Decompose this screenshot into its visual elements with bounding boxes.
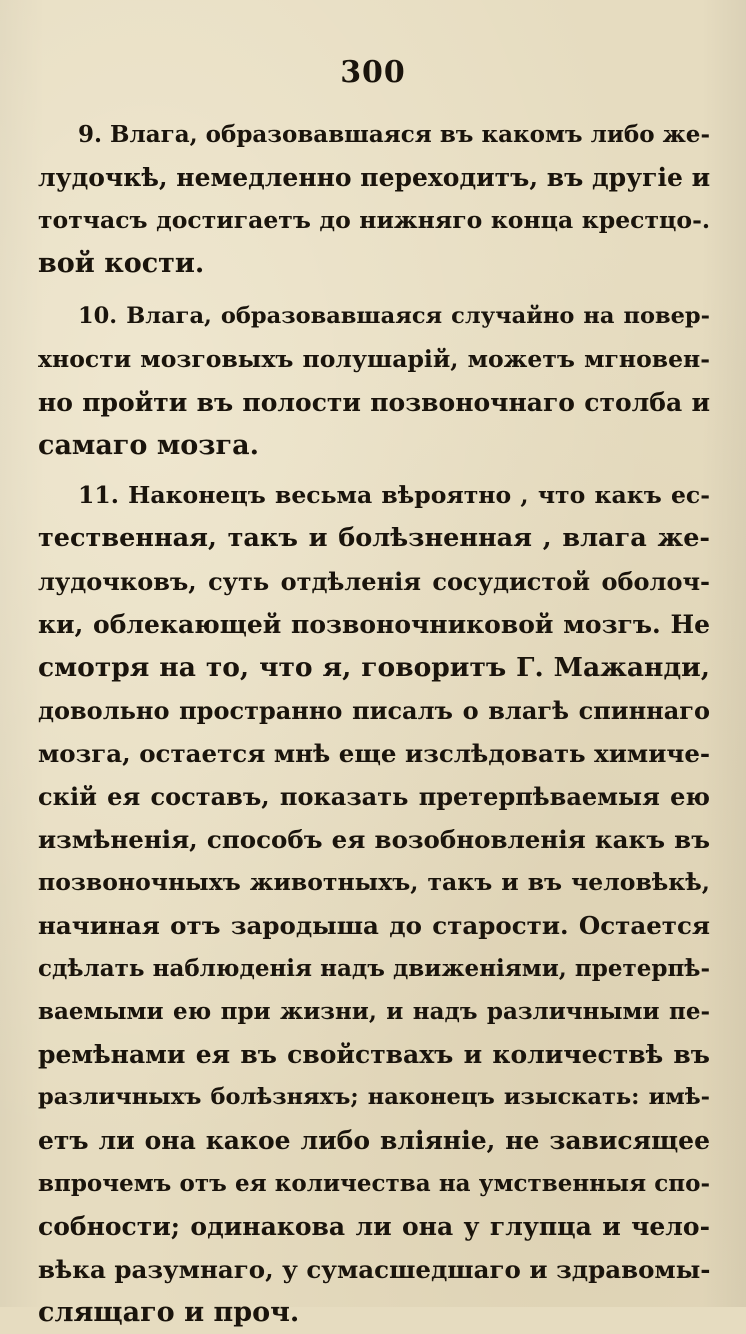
- text-line: но пройти въ полости позвоночнаго столба и: [38, 388, 710, 417]
- text-line: впрочемъ отъ ея количества на умственныя спо-: [38, 1170, 710, 1197]
- text-line: етъ ли она какое либо вліяніе, не зависящее: [38, 1126, 710, 1155]
- text-line: сдѣлать наблюденія надъ движеніями, претерпѣ-: [38, 955, 710, 982]
- text-line: лудочкѣ, немедленно переходитъ, въ другіе и: [38, 163, 710, 192]
- text-line: 11. Наконецъ весьма вѣроятно , что какъ ес-: [78, 481, 710, 509]
- paragraph-11: [38, 474, 710, 1334]
- text-line: собности; одинакова ли она у глупца и чело-: [38, 1212, 710, 1241]
- text-line: хности мозговыхъ полушарій, можетъ мгновен-: [38, 345, 710, 373]
- text-line: лудочковъ, суть отдѣленія сосудистой оболоч-: [38, 567, 710, 596]
- text-line: начиная отъ зародыша до старости. Остается: [38, 911, 710, 940]
- paragraph-9: [38, 113, 710, 285]
- text-line: измѣненія, способъ ея возобновленія какъ въ: [38, 825, 710, 854]
- text-line: смотря на то, что я, говоритъ Г. Мажанди,: [38, 652, 710, 683]
- text-line: слящаго и проч.: [38, 1297, 300, 1328]
- paragraph-10: [38, 295, 710, 467]
- text-line: 10. Влага, образовавшаяся случайно на повер-: [78, 303, 710, 329]
- text-line: ки, облекающей позвоночниковой мозгъ. Не: [38, 610, 710, 639]
- text-line: вѣка разумнаго, у сумасшедшаго и здравомы-: [38, 1255, 710, 1284]
- text-line: довольно пространно писалъ о влагѣ спиннаго: [38, 696, 710, 725]
- text-line: вой кости.: [38, 248, 205, 279]
- text-line: тотчасъ достигаетъ до нижняго конца крестцо-.: [38, 206, 710, 234]
- text-line: 9. Влага, образовавшаяся въ какомъ либо же-: [78, 121, 710, 148]
- text-line: позвоночныхъ животныхъ, такъ и въ человѣкѣ,: [38, 868, 710, 896]
- text-line: ремѣнами ея въ свойствахъ и количествѣ въ: [38, 1040, 710, 1069]
- text-line: мозга, остается мнѣ еще изслѣдовать химиче-: [38, 739, 710, 768]
- text-line: самаго мозга.: [38, 430, 259, 461]
- page-number: 300: [340, 55, 406, 90]
- text-line: ваемыми ею при жизни, и надъ различными пе-: [38, 998, 710, 1025]
- text-line: тественная, такъ и болѣзненная , влага же-: [38, 523, 710, 553]
- text-line: скій ея составъ, показать претерпѣваемыя ею: [38, 782, 710, 811]
- text-line: различныхъ болѣзняхъ; наконецъ изыскать: имѣ-: [38, 1084, 710, 1110]
